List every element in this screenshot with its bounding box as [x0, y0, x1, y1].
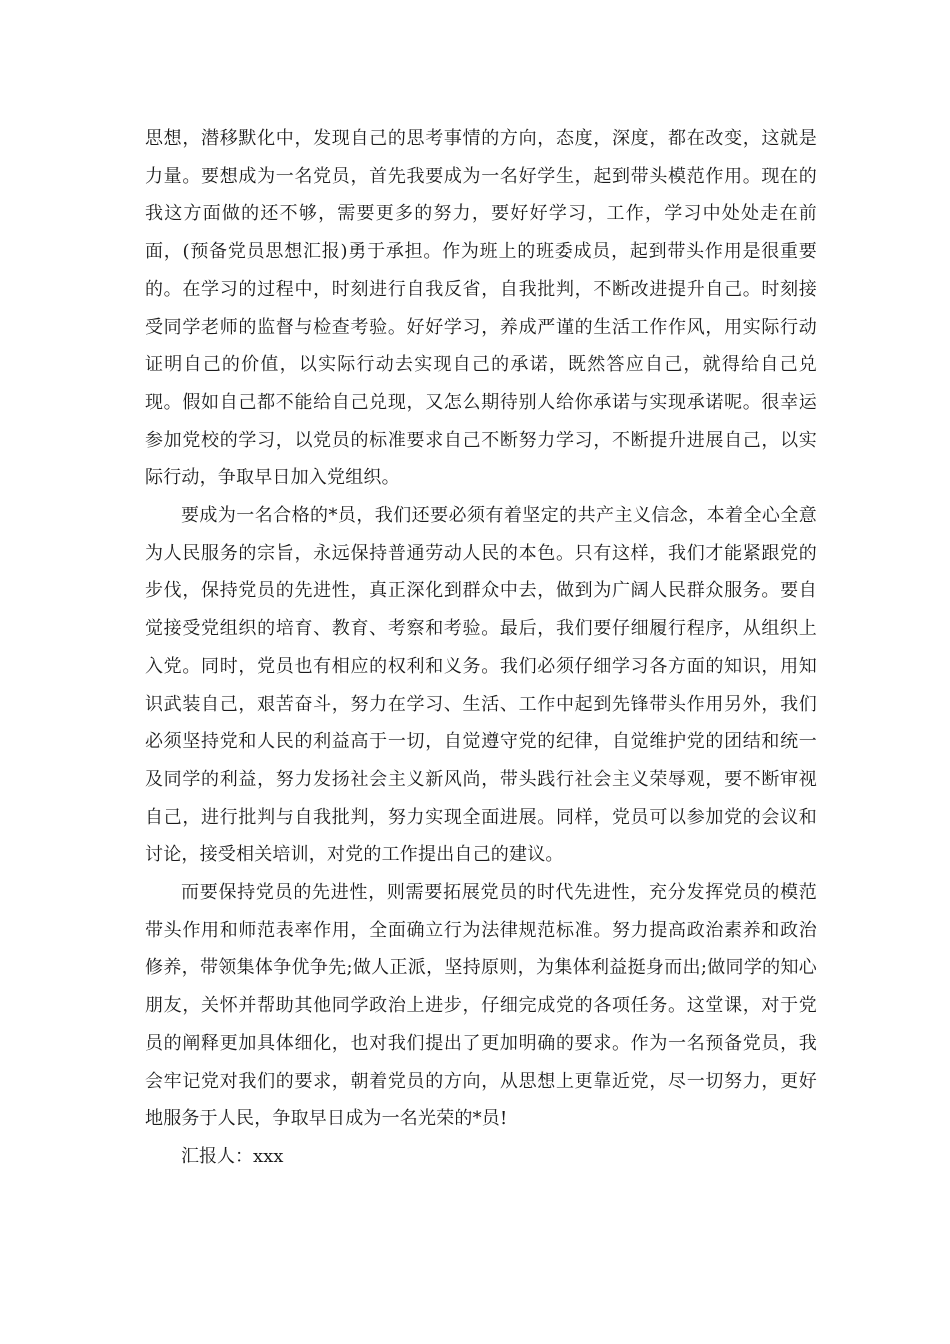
paragraph-2: 要成为一名合格的*员，我们还要必须有着坚定的共产主义信念，本着全心全意为人民服务的宗旨，永远保持普通劳动人民的本色。只有这样，我们才能紧跟党的步伐，保持党员的先进性，真正深化到群众中去，做到为广阔人民群众服务。要自觉接受党组织的培育、教育、考察和考验。最后，我们要仔细履行程序，从组织上入党。同时，党员也有相应的权利和义务。我们必须仔细学习各方面的知识，用知识武装自己，艰苦奋斗，努力在学习、生活、工作中起到先锋带头作用另外，我们必须坚持党和人民的利益高于一切，自觉遵守党的纪律，自觉维护党的团结和统一及同学的利益，努力发扬社会主义新风尚，带头践行社会主义荣辱观，要不断审视自己，进行批判与自我批判，努力实现全面进展。同样，党员可以参加党的会议和讨论，接受相关培训，对党的工作提出自己的建议。 [145, 505, 817, 866]
paragraph-3: 而要保持党员的先进性，则需要拓展党员的时代先进性，充分发挥党员的模范带头作用和师范表率作用，全面确立行为法律规范标准。努力提高政治素养和政治修养，带领集体争优争先;做人正派，坚持原则，为集体利益挺身而出;做同学的知心朋友，关怀并帮助其他同学政治上进步，仔细完成党的各项任务。这堂课，对于党员的阐释更加具体细化，也对我们提出了更加明确的要求。作为一名预备党员，我会牢记党对我们的要求，朝着党员的方向，从思想上更靠近党，尽一切努力，更好地服务于人民，争取早日成为一名光荣的*员! [145, 882, 817, 1130]
signature-line: 汇报人：xxx [181, 1145, 284, 1167]
paragraph-1: 思想，潜移默化中，发现自己的思考事情的方向，态度，深度，都在改变，这就是力量。要想成为一名党员，首先我要成为一名好学生，起到带头模范作用。现在的我这方面做的还不够，需要更多的努力，要好好学习，工作，学习中处处走在前面，(预备党员思想汇报)勇于承担。作为班上的班委成员，起到带头作用是很重要的。在学习的过程中，时刻进行自我反省，自我批判，不断改进提升自己。时刻接受同学老师的监督与检查考验。好好学习，养成严谨的生活工作作风，用实际行动证明自己的价值，以实际行动去实现自己的承诺，既然答应自己，就得给自己兑现。假如自己都不能给自己兑现，又怎么期待别人给你承诺与实现承诺呢。很幸运参加党校的学习，以党员的标准要求自己不断努力学习，不断提升进展自己，以实际行动，争取早日加入党组织。 [145, 128, 817, 489]
document-body [145, 120, 817, 1176]
